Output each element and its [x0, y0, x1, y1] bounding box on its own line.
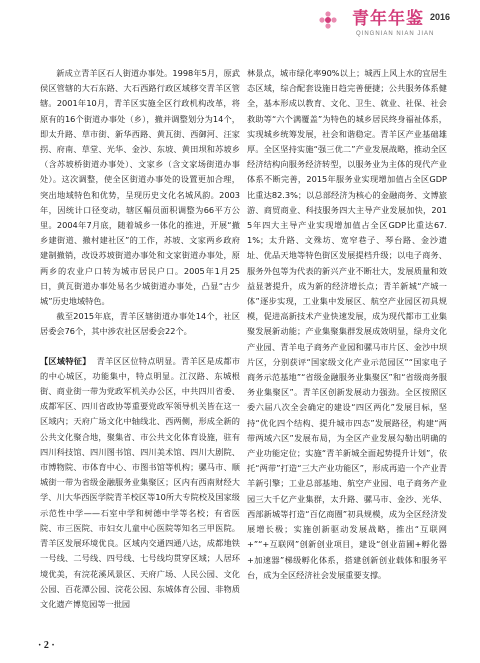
section-body: 青羊区区位特点明显。青羊区是成都市的中心城区，功能集中，特点明显。江汉路、东城根街、商业街一带为党政军机关办公区，中共四川省委、成都军区、四川省政协等重要党政军领导机关皆在这一区域内；天府广场文化中轴线北、西两侧，形成全新的公共文化聚合地，聚集省、市公共文化体育设施，驻有四川科技馆、四川图书馆、四川美术馆、四川大剧院、市博物院、市体育中心、市图书馆等机构；骡马市、顺城街一带为省级金融服务业集聚区；区内有西南财经大学、川大华西医学院青羊校区等10所大专院校及国家级示范性中学——石室中学和树德中学等名校；有省医院、市三医院、市妇女儿童中心医院等知名三甲医院。青羊区发展环境优良。区域内交通四通八达，成都地铁一号线、二号线、四号线、七号线均贯穿区域；人居环境优美，有浣花溪风景区、天府广场、人民公园、文化公园、百花潭公园、浣花公园、东城体育公园、非物质文化遗产博览园等一批园 [40, 355, 240, 609]
section-heading: 【区域特征】 [40, 355, 91, 366]
page-number: · 2 · [38, 640, 55, 651]
yearbook-pinyin: QINGNIAN NIAN JIAN [356, 31, 435, 37]
left-column [40, 66, 240, 612]
section-regional-features [40, 354, 240, 612]
yearbook-title: 青年年鉴 [352, 9, 424, 29]
right-column [247, 66, 447, 583]
paragraph: 林景点，城市绿化率90%以上；城西上风上水的宜居生态区域，综合配套设施日趋完善便捷；公共服务体系健全，基本形成以教育、文化、卫生、就业、社保、社会救助等“六个满覆盖”为特色的城乡居民终身福祉体系，实现城乡统筹发展，社会和谐稳定。青羊区产业基础雄厚。全区坚持实施“强三优二”产业发展战略，推动全区经济结构向服务经济转型，以服务业为主体的现代产业体系不断完善，2015年服务业实现增加值占全区GDP比重达82.3%；以总部经济为核心的金融商务、文博旅游、商贸商业、科技服务四大主导产业发展加快，2015年四大主导产业实现增加值占全区GDP比重达67.1%；太升路、文殊坊、宽窄巷子、琴台路、金沙遗址、优品天地等特色街区发展提档升级；以电子商务、服务外包等为代表的新兴产业不断壮大，发展质量和效益显著提升，成为新的经济增长点；青羊新城“产城一体”逐步实现，工业集中发展区、航空产业园区初具规模，促进高新技术产业快速发展，成为现代都市工业集聚发展新动能；产业集聚集群发展成效明显，绿舟文化产业园、青羊电子商务产业园和骡马市片区、金沙中坝片区，分别获评“国家级文化产业示范园区”“国家电子商务示范基地”“省级金融服务业集聚区”和“省级商务服务业集聚区”。青羊区创新发展动力强劲。全区按照区委六届八次全会确定的建设“四区两化”发展目标，坚持“优化四个结构、提升城市四态”发展路径，构建“两带两域六区”发展布局，为全区产业发展勾勒出明确的产业功能定位；实施“青羊新城全面起势提升计划”，依托“两带”打造“三大产业功能区”，形成再造一个产业青羊新引擎；工业总部基地、航空产业园、电子商务产业园三大千亿产业集群，太升路、骡马市、金沙、光华、西部新城等打造“百亿商圈”初具规模，成为全区经济发展增长极；实施创新驱动发展战略，推出“互联网+”“+互联网”创新创业项目，建设“创业苗圃+孵化器+加速器”梯级孵化体系，搭建创新创业载体和服务平台，成为全区经济社会发展重要支撑。 [247, 68, 447, 580]
running-header [318, 4, 468, 44]
yearbook-year: 2016 [430, 12, 451, 22]
flower-ornament-icon [318, 10, 338, 30]
paragraph: 截至2015年底，青羊区辖街道办事处14个，社区居委会76个，其中涉农社区居委会22个。 [40, 311, 240, 337]
paragraph: 新成立青羊区石人街道办事处。1998年5月，原武侯区管辖的大石东路、大石西路行政区域移交青羊区管辖。2001年10月，青羊区实施全区行政机构改革，将原有的16个街道办事处（乡），撤并调整划分为14个，即太升路、草市街、新华西路、黄瓦街、西御河、汪家拐、府南、草堂、光华、金沙、东坡、黄田坝和苏坡乡（含苏坡桥街道办事处）、文家乡（含文家场街道办事处）。这次调整，使全区街道办事处的设置更加合理，突出地域特色和优势，呈现历史文化名城风韵。2003年，因统计口径变动，辖区幅员面积调整为66平方公里。2004年7月底，随着城乡一体化的推进，开展“撤乡建街道、撤村建社区”的工作，苏坡、文家两乡政府建制撤销，改设苏坡街道办事处和文家街道办事处，原两乡的农业户口转为城市居民户口。2005年1月25日，黄瓦街道办事处易名少城街道办事处，凸显“古少城”历史地域特色。 [40, 68, 240, 307]
